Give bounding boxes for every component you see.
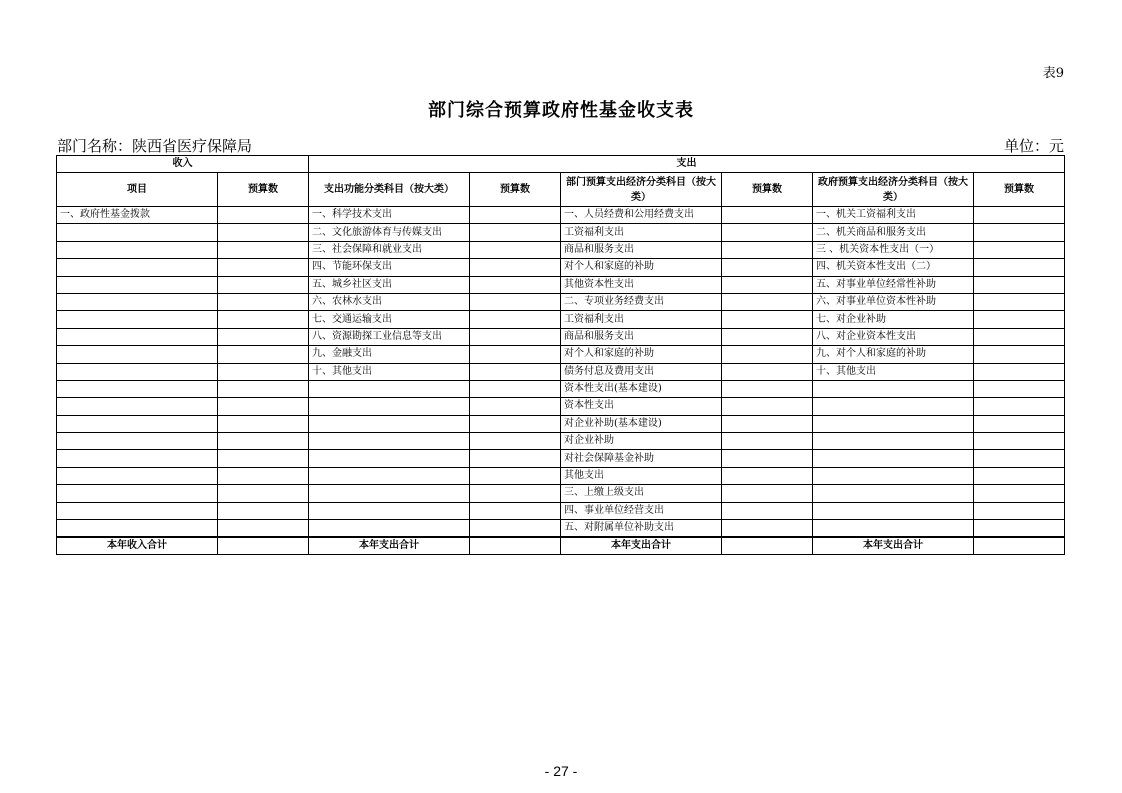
amount-cell (722, 363, 813, 380)
item-cell: 二、文化旅游体育与传媒支出 (309, 224, 470, 241)
item-cell (813, 415, 974, 432)
table-row (57, 363, 1065, 380)
total-amount (470, 537, 561, 555)
amount-cell (722, 259, 813, 276)
item-cell: 工资福利支出 (561, 224, 722, 241)
table-row (57, 415, 1065, 432)
total-amount (722, 537, 813, 555)
table-row (57, 520, 1065, 538)
amount-cell (722, 467, 813, 484)
item-cell: 对企业补助 (561, 433, 722, 450)
column-header: 支出功能分类科目（按大类） (309, 173, 470, 207)
page-number: - 27 - (544, 763, 578, 779)
item-cell (57, 241, 218, 258)
amount-cell (218, 485, 309, 502)
item-cell: 六、农林水支出 (309, 293, 470, 310)
amount-cell (470, 433, 561, 450)
amount-cell (470, 241, 561, 258)
amount-cell (974, 276, 1065, 293)
item-cell: 五、对附属单位补助支出 (561, 520, 722, 538)
amount-cell (470, 467, 561, 484)
total-amount (218, 537, 309, 555)
item-cell: 四、机关资本性支出（二） (813, 259, 974, 276)
amount-cell (722, 380, 813, 397)
item-cell: 一、政府性基金拨款 (57, 207, 218, 224)
item-cell: 四、节能环保支出 (309, 259, 470, 276)
amount-cell (722, 346, 813, 363)
amount-cell (974, 467, 1065, 484)
amount-cell (470, 276, 561, 293)
total-label: 本年支出合计 (309, 537, 470, 555)
income-section-header: 收入 (57, 156, 309, 173)
item-cell: 对个人和家庭的补助 (561, 346, 722, 363)
item-cell: 一、人员经费和公用经费支出 (561, 207, 722, 224)
item-cell (813, 502, 974, 519)
item-cell: 四、事业单位经营支出 (561, 502, 722, 519)
amount-cell (722, 450, 813, 467)
item-cell: 一、科学技术支出 (309, 207, 470, 224)
amount-cell (218, 450, 309, 467)
total-label: 本年支出合计 (813, 537, 974, 555)
item-cell (57, 467, 218, 484)
amount-cell (218, 328, 309, 345)
amount-cell (722, 241, 813, 258)
item-cell (309, 467, 470, 484)
amount-cell (974, 293, 1065, 310)
table-row (57, 241, 1065, 258)
amount-cell (470, 415, 561, 432)
totals-row (57, 537, 1065, 555)
amount-cell (974, 224, 1065, 241)
amount-cell (470, 520, 561, 538)
column-header-row (57, 173, 1065, 207)
item-cell (57, 328, 218, 345)
page-title: 部门综合预算政府性基金收支表 (428, 100, 694, 121)
item-cell: 九、对个人和家庭的补助 (813, 346, 974, 363)
item-cell (57, 363, 218, 380)
amount-cell (218, 259, 309, 276)
column-header: 政府预算支出经济分类科目（按大类） (813, 173, 974, 207)
item-cell (57, 520, 218, 538)
amount-cell (974, 450, 1065, 467)
amount-cell (722, 224, 813, 241)
amount-cell (470, 207, 561, 224)
item-cell: 七、交通运输支出 (309, 311, 470, 328)
table-row (57, 224, 1065, 241)
total-label: 本年支出合计 (561, 537, 722, 555)
item-cell (57, 450, 218, 467)
amount-cell (470, 398, 561, 415)
section-header-row (57, 156, 1065, 173)
amount-cell (218, 380, 309, 397)
item-cell (813, 380, 974, 397)
item-cell (813, 485, 974, 502)
item-cell (57, 293, 218, 310)
column-header: 项目 (57, 173, 218, 207)
amount-cell (974, 259, 1065, 276)
amount-cell (218, 363, 309, 380)
amount-cell (470, 328, 561, 345)
item-cell: 五、城乡社区支出 (309, 276, 470, 293)
item-cell (309, 485, 470, 502)
item-cell: 对企业补助(基本建设) (561, 415, 722, 432)
amount-cell (218, 433, 309, 450)
amount-cell (974, 363, 1065, 380)
item-cell: 六、对事业单位资本性补助 (813, 293, 974, 310)
item-cell: 七、对企业补助 (813, 311, 974, 328)
amount-cell (722, 502, 813, 519)
expense-section-header: 支出 (309, 156, 1065, 173)
item-cell: 资本性支出(基本建设) (561, 380, 722, 397)
amount-cell (722, 398, 813, 415)
table-row (57, 450, 1065, 467)
table-row (57, 467, 1065, 484)
table-row (57, 502, 1065, 519)
item-cell: 商品和服务支出 (561, 241, 722, 258)
item-cell: 资本性支出 (561, 398, 722, 415)
item-cell: 九、金融支出 (309, 346, 470, 363)
amount-cell (974, 485, 1065, 502)
item-cell: 对个人和家庭的补助 (561, 259, 722, 276)
item-cell: 十、其他支出 (309, 363, 470, 380)
amount-cell (722, 207, 813, 224)
amount-cell (218, 207, 309, 224)
item-cell: 十、其他支出 (813, 363, 974, 380)
amount-cell (974, 207, 1065, 224)
table-row (57, 328, 1065, 345)
amount-cell (218, 520, 309, 538)
table-row (57, 346, 1065, 363)
amount-cell (218, 241, 309, 258)
amount-cell (722, 485, 813, 502)
item-cell (57, 276, 218, 293)
amount-cell (722, 415, 813, 432)
table-row (57, 398, 1065, 415)
amount-cell (974, 398, 1065, 415)
amount-cell (218, 467, 309, 484)
amount-cell (974, 433, 1065, 450)
amount-cell (722, 276, 813, 293)
amount-cell (470, 224, 561, 241)
amount-cell (722, 520, 813, 538)
amount-cell (974, 311, 1065, 328)
amount-cell (470, 259, 561, 276)
amount-cell (470, 450, 561, 467)
item-cell (309, 433, 470, 450)
amount-cell (470, 363, 561, 380)
budget-table (56, 155, 1065, 555)
amount-cell (218, 415, 309, 432)
item-cell: 三、社会保障和就业支出 (309, 241, 470, 258)
column-header: 部门预算支出经济分类科目（按大类） (561, 173, 722, 207)
table-row (57, 485, 1065, 502)
table-row (57, 207, 1065, 224)
item-cell (309, 380, 470, 397)
amount-cell (218, 293, 309, 310)
amount-cell (218, 224, 309, 241)
amount-cell (470, 485, 561, 502)
item-cell: 对社会保障基金补助 (561, 450, 722, 467)
amount-cell (722, 433, 813, 450)
amount-cell (218, 346, 309, 363)
amount-cell (218, 398, 309, 415)
item-cell (57, 502, 218, 519)
item-cell (813, 520, 974, 538)
item-cell: 二、专项业务经费支出 (561, 293, 722, 310)
item-cell: 债务付息及费用支出 (561, 363, 722, 380)
total-amount (974, 537, 1065, 555)
item-cell (813, 450, 974, 467)
item-cell (309, 520, 470, 538)
amount-cell (722, 293, 813, 310)
amount-cell (974, 380, 1065, 397)
item-cell: 八、资源勘探工业信息等支出 (309, 328, 470, 345)
item-cell (813, 433, 974, 450)
item-cell (309, 398, 470, 415)
amount-cell (722, 311, 813, 328)
table-row (57, 276, 1065, 293)
item-cell (57, 224, 218, 241)
amount-cell (470, 346, 561, 363)
column-header: 预算数 (722, 173, 813, 207)
amount-cell (974, 415, 1065, 432)
item-cell (57, 433, 218, 450)
amount-cell (974, 346, 1065, 363)
amount-cell (974, 328, 1065, 345)
item-cell (57, 259, 218, 276)
item-cell (57, 346, 218, 363)
amount-cell (974, 502, 1065, 519)
column-header: 预算数 (470, 173, 561, 207)
item-cell: 其他资本性支出 (561, 276, 722, 293)
amount-cell (470, 502, 561, 519)
table-row (57, 293, 1065, 310)
amount-cell (218, 311, 309, 328)
amount-cell (218, 502, 309, 519)
amount-cell (470, 380, 561, 397)
item-cell: 三、上缴上级支出 (561, 485, 722, 502)
amount-cell (470, 293, 561, 310)
item-cell (57, 311, 218, 328)
item-cell (57, 415, 218, 432)
table-row (57, 259, 1065, 276)
item-cell (309, 450, 470, 467)
amount-cell (722, 328, 813, 345)
item-cell: 三 、机关资本性支出（一） (813, 241, 974, 258)
column-header: 预算数 (218, 173, 309, 207)
item-cell: 其他支出 (561, 467, 722, 484)
department-name: 部门名称：陕西省医疗保障局 (57, 137, 253, 155)
amount-cell (218, 276, 309, 293)
item-cell (57, 380, 218, 397)
amount-cell (974, 241, 1065, 258)
currency-unit: 单位：元 (1003, 137, 1064, 155)
item-cell: 工资福利支出 (561, 311, 722, 328)
table-row (57, 433, 1065, 450)
item-cell (57, 485, 218, 502)
amount-cell (974, 520, 1065, 538)
item-cell (57, 398, 218, 415)
table-row (57, 311, 1065, 328)
amount-cell (470, 311, 561, 328)
item-cell: 商品和服务支出 (561, 328, 722, 345)
item-cell (813, 467, 974, 484)
column-header: 预算数 (974, 173, 1065, 207)
item-cell: 八、对企业资本性支出 (813, 328, 974, 345)
total-label: 本年收入合计 (57, 537, 218, 555)
item-cell (309, 415, 470, 432)
item-cell (813, 398, 974, 415)
table-body (57, 207, 1065, 538)
item-cell: 五、对事业单位经常性补助 (813, 276, 974, 293)
item-cell: 一、机关工资福利支出 (813, 207, 974, 224)
table-row (57, 380, 1065, 397)
item-cell: 二、机关商品和服务支出 (813, 224, 974, 241)
item-cell (309, 502, 470, 519)
table-number: 表9 (1042, 66, 1064, 81)
